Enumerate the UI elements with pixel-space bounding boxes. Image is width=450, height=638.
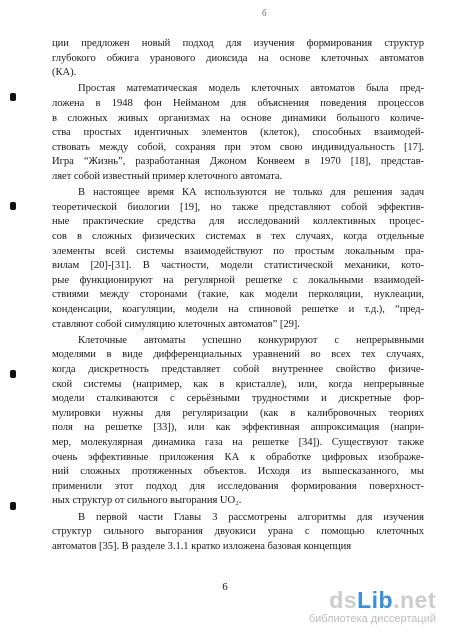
page-number: 6 [222, 581, 228, 593]
text-line: В настоящее время КА используются не только для решения задач [78, 187, 424, 199]
text-line: ных структур от сильного выгорания UO₂. [52, 495, 242, 507]
text-line: автоматов [35]. В разделе 3.1.1 кратко изложена базовая концепция [52, 540, 352, 552]
binding-hole-mark [10, 93, 16, 101]
text-line: мулировки нужны для регуляризации (как в калибровочных теориях [52, 407, 424, 419]
text-line: мер, молекулярная динамика газа на решетке [34]). Существуют также [52, 437, 424, 448]
text-line: рые функционируют на регулярной решетке с локальными взаимодей- [52, 274, 424, 286]
text-line: ской системы (например, как в кристалле), или, когда непрерывные [52, 378, 424, 390]
text-line: когда дискретность представляет собой внутреннее свойство физиче- [52, 364, 424, 375]
text-line: ствиями между сторонами (такие, как модели перколяции, нуклеации, [52, 289, 424, 301]
text-line: поля на решетке [33]), или как эффективная аппроксимация (напри- [52, 422, 424, 434]
text-line: применили этот подход для исследования формирования поверхност- [52, 480, 424, 492]
text-line: элементы всей системы взаимодействуют по простым локальным пра- [52, 245, 424, 257]
text-line: ные практические средства для исследований коллективных процес- [52, 216, 424, 228]
text-line: глубокого обжига уранового диоксида на основе клеточных автоматов [52, 52, 424, 64]
binding-hole-mark [10, 502, 16, 510]
text-line: (КА). [52, 67, 77, 79]
text-line: модели сталкиваются с серьёзными трудностями и дискретные фор- [52, 393, 424, 405]
text-line: ции предложен новый подход для изучения формирования структур [52, 38, 424, 49]
text-line: ствовать между собой, сохраняя при этом свою индивидуальность [17]. [52, 141, 424, 153]
text-line: ляет собой известный пример клеточного автомата. [52, 171, 283, 182]
watermark-logo: dsLib.net [329, 587, 436, 613]
text-line: теоретической биологии [19], но также представляют собой эффектив- [52, 201, 424, 213]
text-line: Игра “Жизнь”, разработанная Джоном Конвеем в 1970 [18], представ- [52, 156, 424, 168]
text-line: ства простых идентичных элементов (клеток), способных взаимодей- [52, 127, 424, 139]
text-line: Клеточные автоматы успешно конкурируют с непрерывными [78, 334, 424, 346]
text-line: очень эффективные приложения КА к обработке цифровых изображе- [52, 451, 424, 463]
text-line: конденсации, коагуляции, модели на спиновой решетке и т.д.), “пред- [52, 304, 424, 315]
text-line: в сложных живых организмах на основе динамики большого количе- [52, 112, 424, 124]
watermark-subtitle: библиотека диссертаций [308, 613, 436, 625]
watermark [309, 588, 436, 625]
text-line: сов в сложных физических системах в тех случаях, когда отдельные [52, 231, 424, 242]
text-line: ставляют собой симуляцию клеточных автоматов” [29]. [52, 318, 300, 330]
text-line: моделями в виде дифференциальных уравнений во всех тех случаях, [52, 349, 424, 361]
text-line: ний сложных протяженных объектов. Исходя из вышесказанного, мы [52, 466, 424, 478]
text-line: ложена в 1948 фон Нейманом для объяснения поведения процессов [52, 98, 424, 109]
top-mark: б [262, 8, 267, 18]
text-line: В первой части Главы 3 рассмотрены алгоритмы для изучения [78, 511, 424, 523]
text-line: вилам [20]-[31]. В частности, модели статистической механики, кото- [52, 260, 424, 272]
binding-hole-mark [10, 370, 16, 378]
text-line: Простая математическая модель клеточных автоматов была пред- [78, 83, 424, 95]
text-line: структур сильного выгорания двуокиси урана с помощью клеточных [52, 526, 424, 538]
binding-hole-mark [10, 202, 16, 210]
